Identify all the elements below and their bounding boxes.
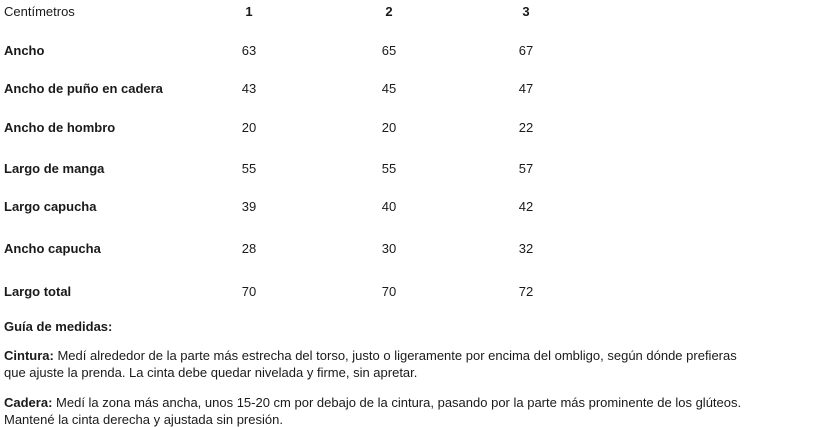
row-value: 20 — [381, 120, 397, 135]
header-size-2: 2 — [385, 4, 393, 19]
row-value: 55 — [381, 161, 397, 176]
row-value: 47 — [518, 81, 534, 96]
row-value: 22 — [518, 120, 534, 135]
guide-title: Guía de medidas: — [4, 319, 113, 334]
header-size-1: 1 — [245, 4, 253, 19]
row-value: 28 — [241, 241, 257, 256]
row-label: Ancho de puño en cadera — [4, 81, 163, 96]
row-label: Largo capucha — [4, 199, 97, 214]
row-value: 32 — [518, 241, 534, 256]
row-value: 70 — [381, 284, 397, 299]
row-value: 40 — [381, 199, 397, 214]
guide-text: Medí la zona más ancha, unos 15-20 cm por debajo de la cintura, pasando por la parte más prominente de los glúteos. — [52, 395, 742, 410]
guide-item-line: Mantené la cinta derecha y ajustada sin presión. — [4, 412, 283, 427]
table-row — [0, 41, 823, 61]
row-value: 57 — [518, 161, 534, 176]
guide-item-cadera — [4, 394, 804, 427]
table-row — [0, 282, 823, 302]
row-value: 45 — [381, 81, 397, 96]
row-label: Ancho de hombro — [4, 120, 116, 135]
table-row — [0, 197, 823, 217]
table-row — [0, 118, 823, 138]
row-value: 65 — [381, 43, 397, 58]
row-value: 70 — [241, 284, 257, 299]
header-size-3: 3 — [522, 4, 530, 19]
guide-text: Medí alrededor de la parte más estrecha del torso, justo o ligeramente por encima del ombligo, según dónde prefieras — [53, 348, 737, 363]
row-value: 42 — [518, 199, 534, 214]
table-row — [0, 239, 823, 259]
row-value: 20 — [241, 120, 257, 135]
guide-item-cintura — [4, 347, 804, 381]
row-label: Largo de manga — [4, 161, 105, 176]
table-row — [0, 159, 823, 179]
row-value: 72 — [518, 284, 534, 299]
guide-term: Cadera: — [4, 395, 53, 410]
row-value: 43 — [241, 81, 257, 96]
row-value: 67 — [518, 43, 534, 58]
guide-term: Cintura: — [4, 348, 54, 363]
row-value: 39 — [241, 199, 257, 214]
row-label: Ancho capucha — [4, 241, 101, 256]
table-header-row — [0, 2, 823, 22]
guide-item-line: que ajuste la prenda. La cinta debe quedar nivelada y firme, sin apretar. — [4, 365, 418, 380]
row-label: Ancho — [4, 43, 45, 58]
row-value: 30 — [381, 241, 397, 256]
row-value: 55 — [241, 161, 257, 176]
guide-item-line — [4, 394, 804, 411]
row-label: Largo total — [4, 284, 72, 299]
row-value: 63 — [241, 43, 257, 58]
guide-item-line — [4, 347, 804, 364]
table-row — [0, 79, 823, 99]
header-label: Centímetros — [4, 4, 75, 19]
